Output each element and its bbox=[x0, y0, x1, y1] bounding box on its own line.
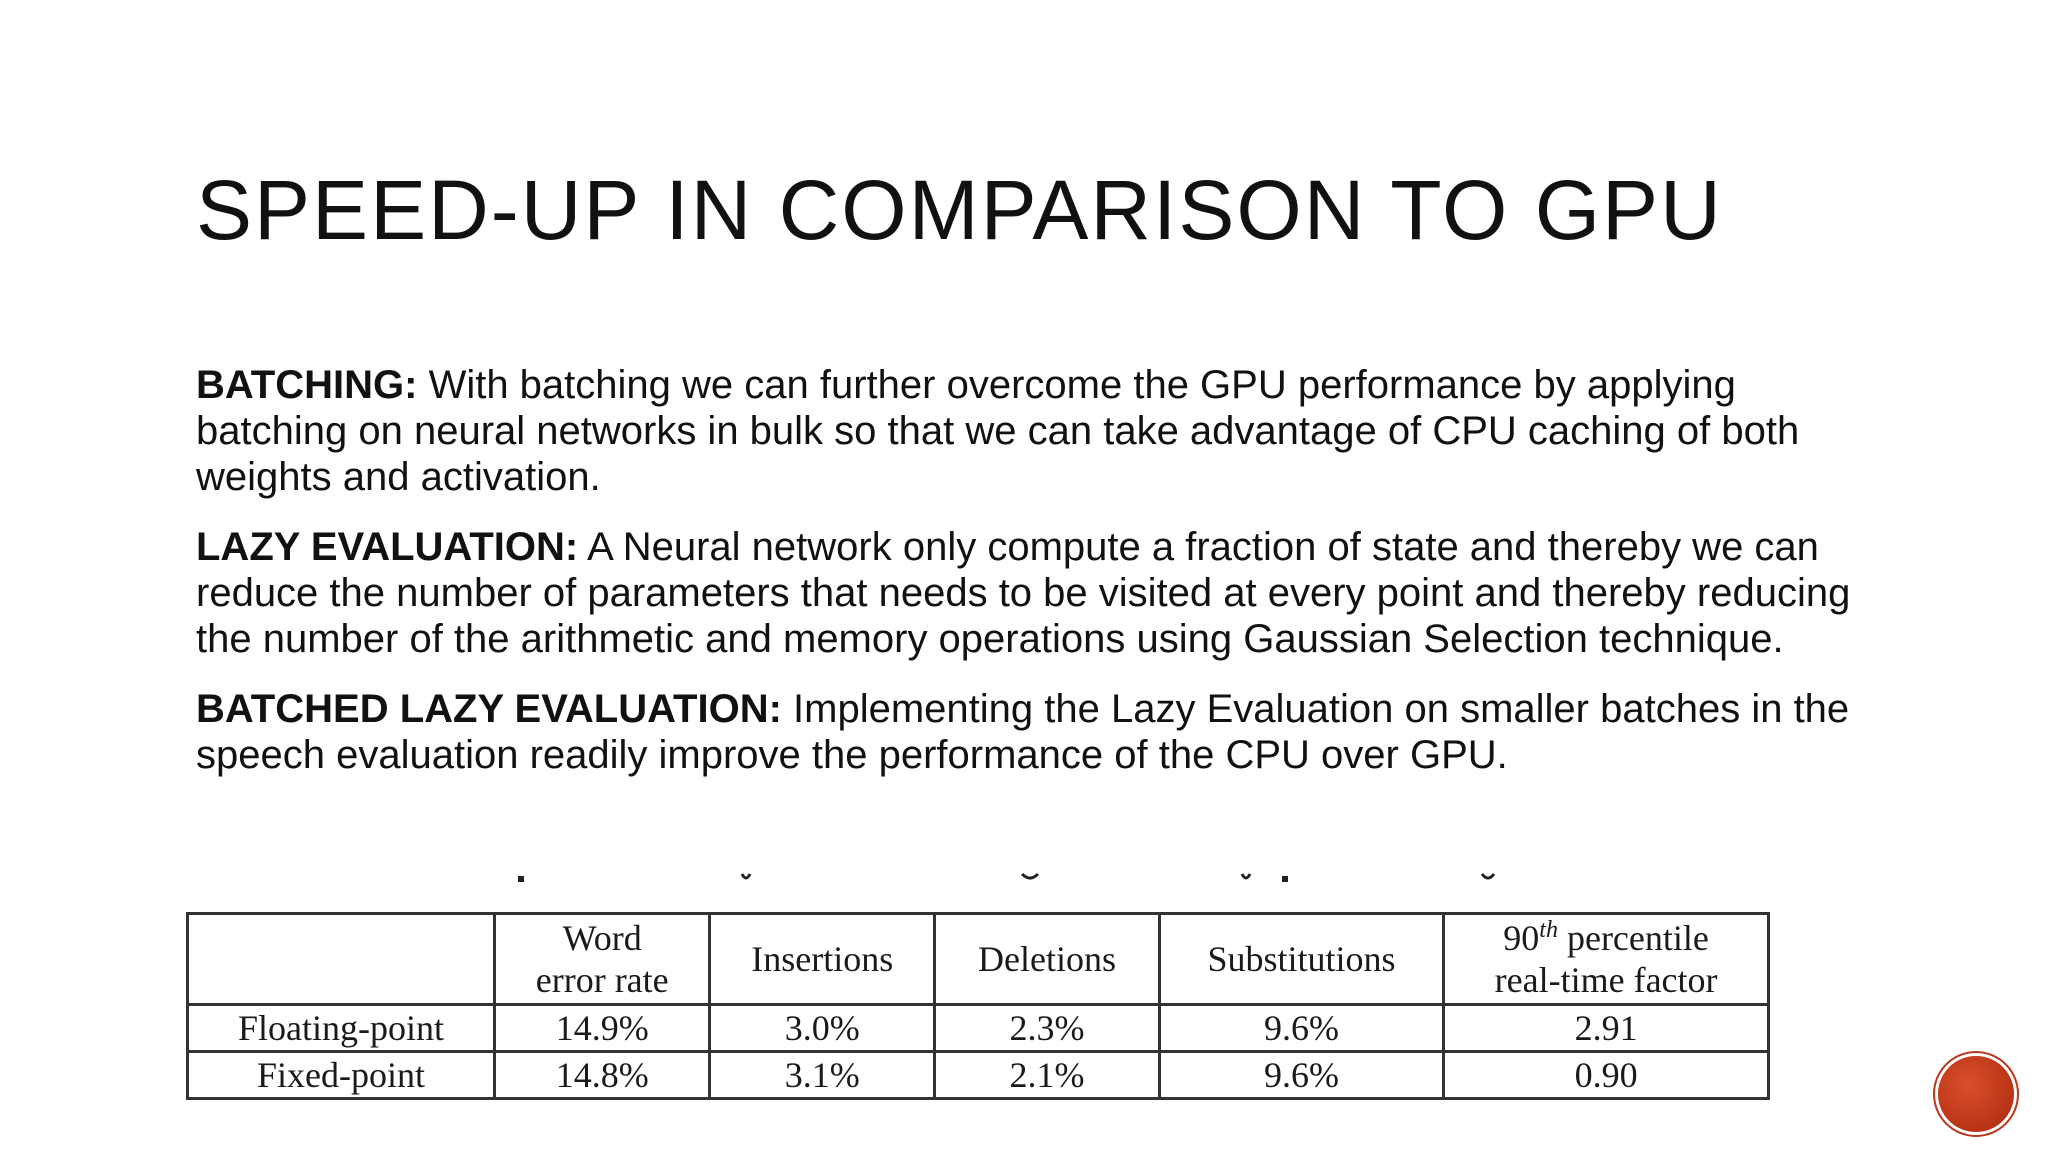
cell-deletions: 2.1% bbox=[935, 1052, 1160, 1099]
paragraph-text: Implementing the Lazy Evaluation on smaller batches in the speech evaluation readily improve the performance of the CPU over GPU. bbox=[196, 687, 1850, 777]
header-deletions: Deletions bbox=[935, 914, 1160, 1005]
paragraph-heading: BATCHED LAZY EVALUATION: bbox=[196, 687, 782, 731]
header-text bbox=[1459, 917, 1753, 959]
header-text: percentile bbox=[1557, 918, 1709, 958]
results-table-image bbox=[182, 870, 1770, 1102]
cell-insertions: 3.1% bbox=[710, 1052, 935, 1099]
paragraph-heading: LAZY EVALUATION: bbox=[196, 525, 579, 569]
header-word-error-rate bbox=[495, 914, 710, 1005]
cell-word-error-rate: 14.9% bbox=[495, 1005, 710, 1052]
header-text: Word bbox=[562, 918, 642, 958]
slide-body bbox=[196, 362, 1896, 802]
cell-substitutions: 9.6% bbox=[1159, 1052, 1443, 1099]
red-circle-button-icon[interactable] bbox=[1938, 1056, 2014, 1132]
table-row bbox=[188, 1052, 1769, 1099]
header-insertions: Insertions bbox=[710, 914, 935, 1005]
cropped-caption-fragment bbox=[182, 870, 1770, 896]
cell-real-time-factor: 2.91 bbox=[1444, 1005, 1769, 1052]
table-header-row bbox=[188, 914, 1769, 1005]
paragraph-batched-lazy-evaluation bbox=[196, 686, 1896, 778]
header-text: error rate bbox=[535, 960, 669, 1000]
header-text: real-time factor bbox=[1494, 960, 1718, 1000]
superscript: th bbox=[1539, 917, 1558, 943]
paragraph-text: A Neural network only compute a fraction of state and thereby we can reduce the number of parameters that needs to be visited at every point and thereby reducing the number of the arithmetic and memory operations using Gaussian Selection technique. bbox=[196, 525, 1851, 661]
table-row bbox=[188, 1005, 1769, 1052]
cell-word-error-rate: 14.8% bbox=[495, 1052, 710, 1099]
slide-title: SPEED-UP IN COMPARISON TO GPU bbox=[196, 163, 1723, 257]
results-table bbox=[186, 912, 1770, 1100]
paragraph-text: With batching we can further overcome the GPU performance by applying batching on neural networks in bulk so that we can take advantage of CPU caching of both weights and activation. bbox=[196, 363, 1800, 499]
cell-insertions: 3.0% bbox=[710, 1005, 935, 1052]
header-real-time-factor bbox=[1444, 914, 1769, 1005]
cell-substitutions: 9.6% bbox=[1159, 1005, 1443, 1052]
cell-deletions: 2.3% bbox=[935, 1005, 1160, 1052]
paragraph-heading: BATCHING: bbox=[196, 363, 418, 407]
paragraph-batching bbox=[196, 362, 1896, 500]
header-substitutions: Substitutions bbox=[1159, 914, 1443, 1005]
header-empty-cell bbox=[188, 914, 495, 1005]
header-text: 90 bbox=[1503, 918, 1540, 958]
cell-real-time-factor: 0.90 bbox=[1444, 1052, 1769, 1099]
row-label: Floating-point bbox=[188, 1005, 495, 1052]
paragraph-lazy-evaluation bbox=[196, 524, 1896, 662]
row-label: Fixed-point bbox=[188, 1052, 495, 1099]
